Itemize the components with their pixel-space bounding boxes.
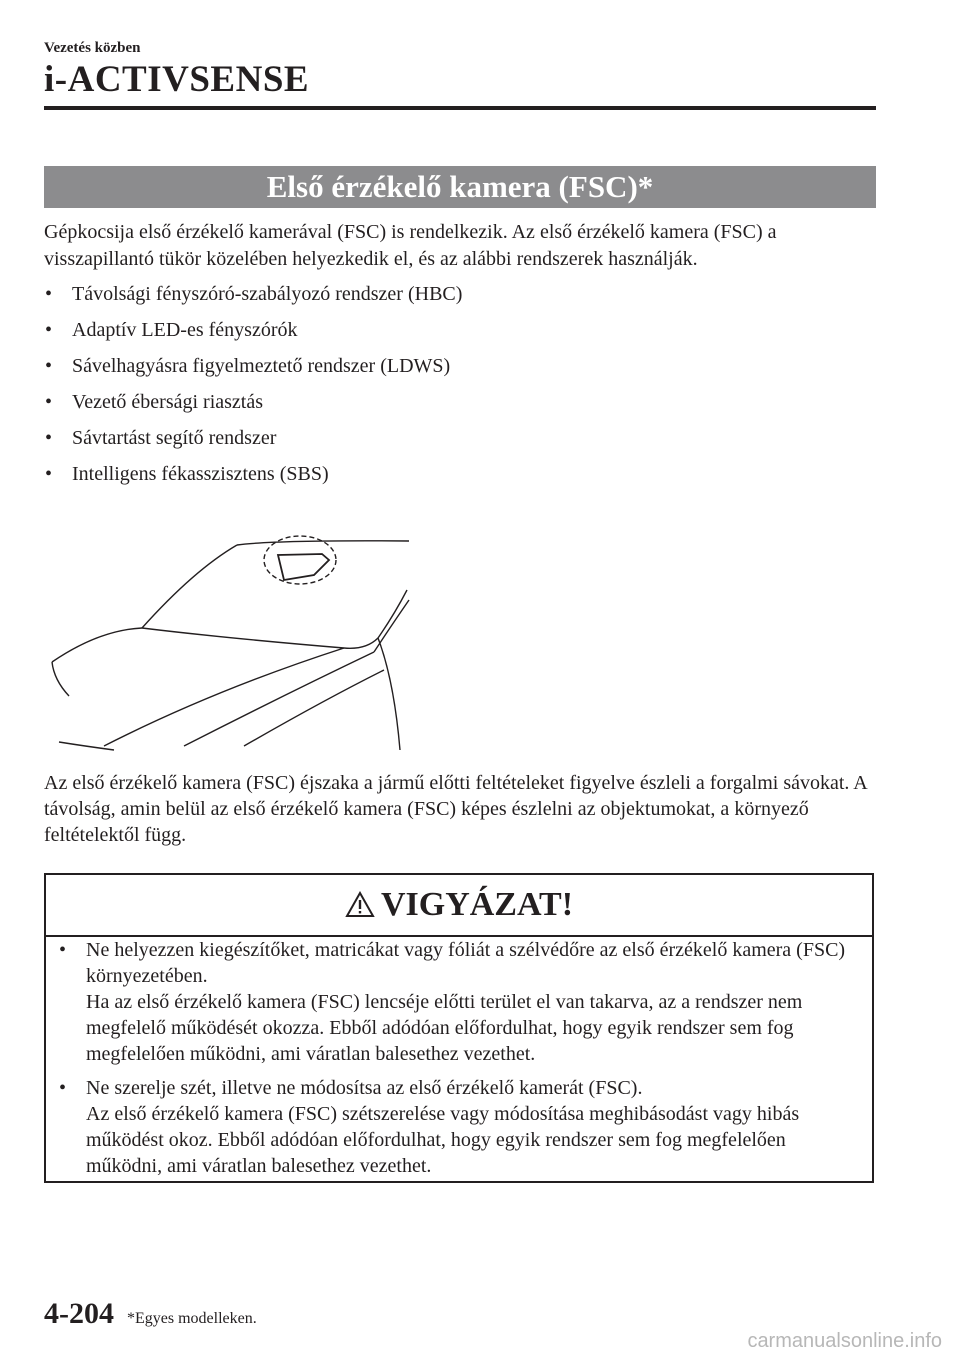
camera-icon: [278, 554, 329, 580]
bullet-icon: •: [45, 319, 53, 341]
footnote: *Egyes modelleken.: [127, 1310, 257, 1327]
hood-front-edge: [52, 628, 142, 662]
bullet-icon: •: [45, 427, 53, 449]
list-item: [44, 312, 874, 348]
list-item-text: Sávelhagyásra figyelmeztető rendszer (LDWS): [72, 355, 451, 377]
list-item: [44, 276, 874, 312]
bullet-icon: •: [45, 391, 53, 413]
hood-crease-2: [184, 652, 374, 746]
section-heading: Első érzékelő kamera (FSC)*: [44, 166, 876, 208]
title-rule: [44, 106, 876, 110]
list-item-text: Vezető ébersági riasztás: [72, 391, 264, 413]
camera-description: Az első érzékelő kamera (FSC) éjszaka a jármű előtti feltételeket figyelve észleli a forgalmi sávokat. A távolság, amin belül az első érzékelő kamera (FSC) képes észlelni az objektumokat, a környező feltételektől függ.: [44, 772, 867, 846]
list-item-text: Intelligens fékasszisztens (SBS): [72, 463, 329, 485]
list-item-text: Adaptív LED-es fényszórók: [72, 319, 298, 341]
body-side-line: [378, 638, 400, 750]
list-item: [44, 384, 874, 420]
caution-item: [59, 937, 866, 1067]
list-item: [44, 420, 874, 456]
caution-header: [46, 875, 872, 937]
bullet-icon: •: [45, 283, 53, 305]
hood-contour: [52, 662, 69, 696]
caution-item-lead: Ne helyezzen kiegészítőket, matricákat vagy fóliát a szélvédőre az első érzékelő kamera (FSC) környezetében.: [86, 939, 846, 987]
watermark: carmanualsonline.info: [747, 1330, 942, 1352]
section-kicker: Vezetés közben: [44, 40, 141, 56]
feature-list: [44, 276, 874, 492]
caution-box: [44, 873, 874, 1183]
caution-item-detail: Az első érzékelő kamera (FSC) szétszerelése vagy módosítása meghibásodást vagy hibás működést okoz. Ebből adódóan előfordulhat, hogy egyik rendszer sem fog megfelelően működni, ami váratlan balesethez vezethet.: [86, 1103, 800, 1177]
windshield-lower-edge: [142, 590, 407, 648]
warning-triangle-icon: [345, 891, 375, 918]
bullet-icon: •: [45, 463, 53, 485]
bullet-icon: •: [59, 939, 67, 961]
list-item: [44, 456, 874, 492]
list-item: [44, 348, 874, 384]
a-pillar: [374, 600, 409, 652]
bullet-icon: •: [45, 355, 53, 377]
hood-crease-1: [104, 648, 344, 746]
chapter-title: i-ACTIVSENSE: [44, 59, 310, 100]
windshield-camera-illustration: [44, 520, 424, 755]
page-number: 4-204: [44, 1297, 114, 1330]
list-item-text: Távolsági fényszóró-szabályozó rendszer (HBC): [72, 283, 463, 305]
roof-line: [237, 541, 409, 545]
caution-title: VIGYÁZAT!: [380, 886, 574, 923]
bullet-icon: •: [59, 1077, 67, 1099]
ground-line: [59, 742, 114, 750]
caution-item-detail: Ha az első érzékelő kamera (FSC) lencséje előtti terület el van takarva, az a rendszer nem megfelelő működését okozza. Ebből adódóan előfordulhat, hogy egyik rendszer sem fog megfelelően működni, ami váratlan balesethez vezethet.: [86, 991, 803, 1065]
caution-item-lead: Ne szerelje szét, illetve ne módosítsa az első érzékelő kamerát (FSC).: [86, 1077, 643, 1099]
windshield-top-edge: [142, 545, 237, 628]
list-item-text: Sávtartást segítő rendszer: [72, 427, 277, 449]
caution-item: [59, 1075, 866, 1179]
intro-paragraph: Gépkocsija első érzékelő kamerával (FSC) is rendelkezik. Az első érzékelő kamera (FSC) a visszapillantó tükör közelében helyezkedik el, és az alábbi rendszerek használják.: [44, 221, 777, 270]
